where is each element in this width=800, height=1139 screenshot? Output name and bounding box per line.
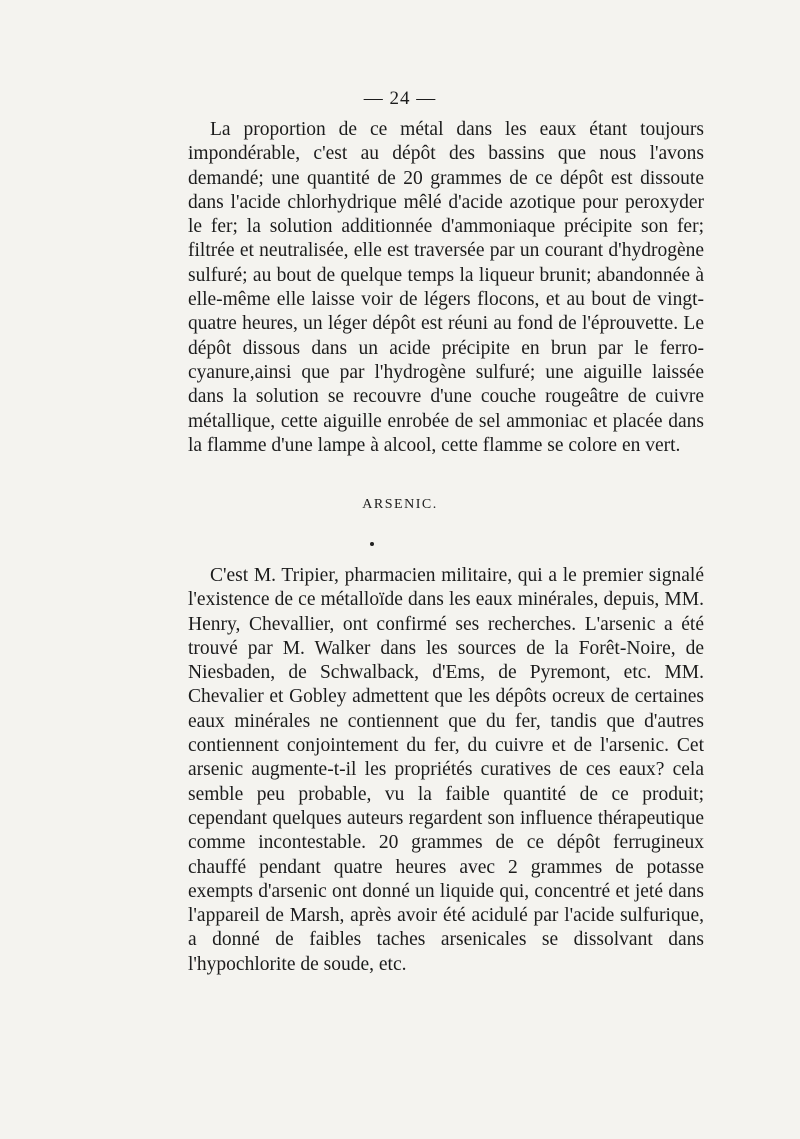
paragraph-text: La proportion de ce métal dans les eaux étant toujours impondérable, c'est au dépôt des bassins que nous l'avons demandé; une quantité de 20 grammes de ce dépôt est dissoute dans l'acide chlorhydrique mêlé d'acide azotique pour peroxyder le fer; la solution additionnée d'ammoniaque précipite son fer; filtrée et neutralisée, elle est traversée par un courant d'hydrogène sulfuré; au bout de quelque temps la liqueur brunit; abandonnée à elle-même elle laisse voir de légers flocons, et au bout de vingt-quatre heures, un léger dépôt est réuni au fond de l'éprouvette. Le dépôt dissous dans un acide précipite en brun par le ferro-cyanure,ainsi que par l'hydrogène sulfuré; une aiguille laissée dans la solution se recouvre d'une couche rougeâtre de cuivre métallique, cette aiguille enrobée de sel ammoniac et placée dans la flamme d'une lampe à alcool, cette flamme se colore en vert. — [188, 119, 704, 456]
paragraph-arsenic — [188, 564, 704, 977]
paragraph-copper — [188, 118, 704, 458]
page-number: — 24 — — [363, 88, 437, 109]
paragraph-text: C'est M. Tripier, pharmacien militaire, qui a le premier signalé l'existence de ce métalloïde dans les eaux minérales, depuis, MM. Henry, Chevallier, ont confirmé ses recherches. L'arsenic a été trouvé par M. Walker dans les sources de la Forêt-Noire, de Niesbaden, de Schwalback, d'Ems, de Pyremont, etc. MM. Chevalier et Gobley admettent que les dépôts ocreux de certaines eaux minérales ne contiennent que du fer, tandis que d'autres contiennent conjointement du fer, du cuivre et de l'arsenic. Cet arsenic augmente-t-il les propriétés curatives de ces eaux? cela semble peu probable, vu la faible quantité de ce produit; cependant quelques auteurs regardent son influence thérapeutique comme incontestable. 20 grammes de ce dépôt ferrugineux chauffé pendant quatre heures avec 2 grammes de potasse exempts d'arsenic ont donné un liquide qui, concentré et jeté dans l'appareil de Marsh, après avoir été acidulé par l'acide sulfurique, a donné de faibles taches arsenicales se dissolvant dans l'hypochlorite de soude, etc. — [188, 565, 704, 975]
ink-dot — [370, 542, 374, 546]
section-heading-arsenic: ARSENIC. — [362, 497, 438, 512]
